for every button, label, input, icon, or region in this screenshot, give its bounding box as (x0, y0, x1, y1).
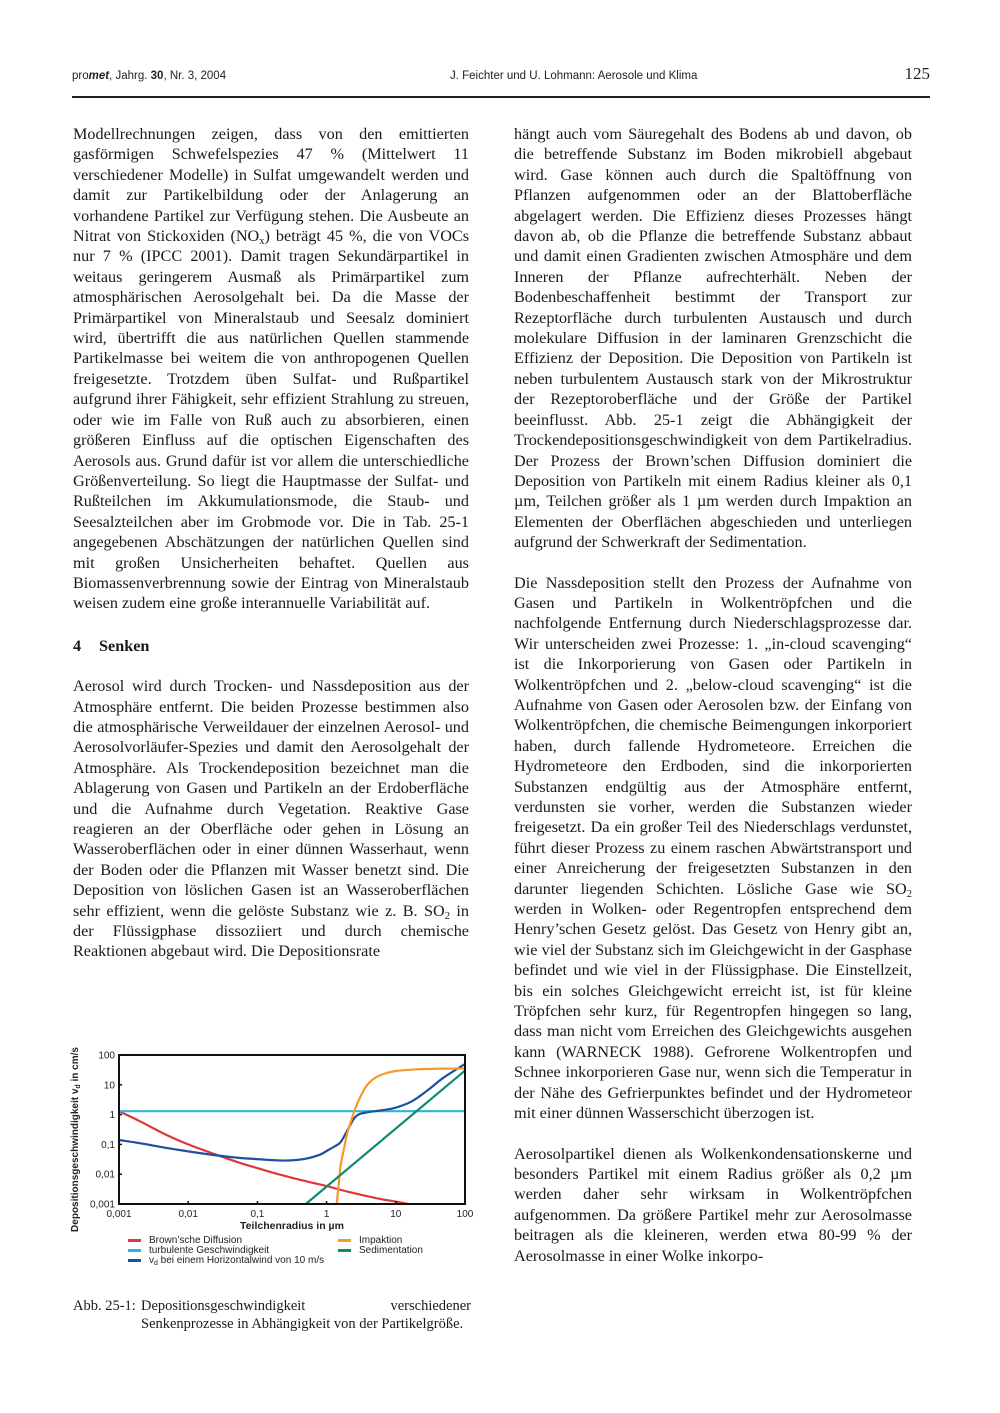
paragraph: Aerosolpartikel dienen als Wolkenkondensationskerne und besonders Partikel mit einem Radius größer als 0,2 µm werden daher sehr wirksam in Wolkentröpfchen aufgenommen. Da größere Partikel mehr zur Aerosolmasse beitragen als die kleineren, werden etwa 80-99 % der Aerosolmasse in einer Wolke inkorpo- (514, 1144, 912, 1265)
series-sedimentation (306, 1071, 465, 1204)
left-column (73, 124, 469, 962)
journal-citation: promet, Jahrg. 30, Nr. 3, 2004 (72, 70, 227, 82)
paragraph: Die Nassdeposition stellt den Prozess der Aufnahme von Gasen und Partikeln in Wolkentröpfchen und die nachfolgende Entfernung durch Niederschlagsprozesse dar. Wir unterscheiden zwei Prozesse: 1. „in-cloud scavenging“ ist die Inkorporierung von Gasen oder Partikeln in Wolkentröpfchen und 2. „below-cloud scavenging“ ist die Aufnahme von Gasen oder Aerosolen bzw. der Einfang von Wolkentröpfchen, die chemische Beimengungen inkorporiert haben, durch fallende Hydrometeore. Erreichen die Hydrometeore den Erdboden, sind die inkorporierten Substanzen endgültig aus der Atmosphäre entfernt, verdunsten sie vorher, werden die Substanzen wieder freigesetzt. Da ein großer Teil des Niederschlags verdunstet, führt dieser Prozess zu einem raschen Abwärtstransport und einer Anreicherung der freigesetzten Substanzen in den darunter liegenden Schichten. Lösliche Gase wie $SO_2$ werden in Wolken- oder Regentropfen entsprechend dem Henry’schen Gesetz gelöst. Das Gesetz von Henry gibt an, wie viel der Substanz sich im Gleichgewicht in der Gasphase befindet und wie viel in der Flüssigphase. Die Einstellzeit, bis ein solches Gleichgewicht erreicht ist, ist für kleine Tröpfchen sehr kurz, für Regentropfen hingegen so lang, dass man nicht vom Erreichen des Gleichgewichts ausgehen kann (WARNECK 1988). Gefrorene Wolkentropfen und Schnee inkorporieren Gase nur, wenn sich die Temperatur in der Nähe des Gefrierpunktes befindet und der Hydrometeor mit einer dünnen Wasserschicht überzogen ist. (514, 573, 912, 1123)
plot-frame (119, 1055, 465, 1204)
legend-item: Brown’sche Diffusion (128, 1236, 242, 1247)
right-column (514, 124, 912, 1266)
y-tick-label: 1 (109, 1110, 115, 1122)
y-tick-label: 10 (103, 1080, 115, 1092)
legend-swatch-cyan (128, 1249, 141, 1252)
y-axis-label: Depositionsgeschwindigkeit $v_d$ in cm/s (70, 1047, 82, 1232)
paragraph: Modellrechnungen zeigen, dass von den emittierten gasförmigen Schwefelspezies 47 % (Mittelwert 11 verschiedener Modelle) in Sulfat umgewandelt werden und damit zur Partikelbildung oder der Anlagerung an vorhandene Partikel zur Verfügung stehen. Die Ausbeute an Nitrat von Stickoxiden $(NO_x)$ beträgt 45 %, die von VOCs nur 7 % (IPCC 2001). Damit tragen Sekundärpartikel in weitaus geringerem Ausmaß als Primärpartikel zum atmosphärischen Aerosolgehalt bei. Da die Masse der Primärpartikel von Mineralstaub und Seesalz dominiert wird, übertrifft die aus natürlichen Quellen stammende Partikelmasse bei weitem die von anthropogenen Quellen freigesetzte. Trotzdem üben Sulfat- und Rußpartikel aufgrund ihrer Fähigkeit, sehr effizient Strahlung zu streuen, oder wie im Falle von Ruß auch zu absorbieren, einen größeren Einfluss auf die optischen Eigenschaften des Aerosols aus. Grund dafür ist vor allem die unterschiedliche Größenverteilung. So liegt die Hauptmasse der Sulfat- und Rußteilchen im Akkumulationsmode, die Staub- und Seesalzteilchen aber im Grobmode vor. Die in Tab. 25-1 angegebenen Abschätzungen der natürlichen Quellen sind mit großen Unsicherheiten behaftet. Quellen aus Biomassenverbrennung sowie der Eintrag von Mineralstaub weisen zudem eine große interannuelle Variabilität auf. (73, 125, 469, 613)
running-header (72, 62, 930, 92)
x-tick-label: 10 (390, 1209, 402, 1220)
page-number: 125 (904, 64, 930, 83)
header-rule (72, 96, 930, 98)
x-tick-label: 100 (456, 1209, 474, 1220)
section-heading: 4 Senken (73, 636, 150, 655)
y-tick-label: 0,1 (101, 1139, 115, 1151)
plot-series-group (119, 1064, 465, 1204)
legend-swatch-green (338, 1249, 351, 1252)
legend-item: Impaktion (338, 1236, 402, 1247)
y-tick-label: 0,001 (89, 1199, 115, 1211)
series-impaktion (337, 1069, 465, 1204)
caption-text: Depositionsgeschwindigkeit verschiedener Senkenprozesse in Abhängigkeit von der Partikelgröße. (141, 1298, 471, 1332)
y-tick-label: 0,01 (95, 1169, 115, 1181)
figure-deposition-chart (68, 1040, 488, 1280)
caption-label: Abb. 25-1: (73, 1298, 136, 1314)
paragraph: hängt auch vom Säuregehalt des Bodens ab und davon, ob die betreffende Substanz im Boden mikrobiell abgebaut wird. Gase können auch durch die Spaltöffnung von Pflanzen aufgenommen oder an der Blattoberfläche abgelagert werden. Die Effizienz dieses Prozesses hängt davon ab, ob die Pflanze die betreffende Substanz abbaut und damit einen Gradienten zwischen Atmosphäre und dem Inneren der Pflanze aufrechterhält. Neben der Bodenbeschaffenheit bestimmt der Transport zur Rezeptorfläche durch turbulenten Austausch und durch molekulare Diffusion in der laminaren Grenzschicht die Effizienz der Deposition. Die Deposition von Partikeln ist neben turbulentem Austausch stark von der Mikrostruktur der Rezeptoroberfläche und der Größe der Partikel beeinflusst. Abb. 25-1 zeigt die Abhängigkeit der Trockendepositionsgeschwindigkeit von dem Partikelradius. Der Prozess der Brown’schen Diffusion dominiert die Deposition von Partikeln mit einem Radius kleiner als 0,1 µm, Teilchen größer als 1 µm werden durch Impaktion an Elementen der Oberflächen abgeschieden und unterliegen aufgrund der Schwerkraft der Sedimentation. (514, 125, 912, 552)
chart-svg (68, 1040, 488, 1236)
legend-swatch-orange (338, 1239, 351, 1242)
legend-item: turbulente Geschwindigkeit (128, 1246, 269, 1257)
legend-item: Sedimentation (338, 1246, 423, 1257)
legend-swatch-blue (128, 1259, 141, 1262)
x-tick-label: 1 (323, 1209, 330, 1220)
x-tick-label: 0,1 (250, 1209, 265, 1220)
legend-item: $v_d$ bei einem Horizontalwind von 10 m/s (128, 1256, 324, 1267)
series-brownsche-diffusion (119, 1111, 408, 1204)
x-axis-label: Teilchenradius in µm (240, 1220, 344, 1232)
x-tick-label: 0,001 (106, 1209, 132, 1220)
legend-swatch-red (128, 1239, 141, 1242)
y-tick-label: 100 (98, 1050, 115, 1062)
x-tick-label: 0,01 (178, 1209, 198, 1220)
article-authors-title: J. Feichter und U. Lohmann: Aerosole und Klima (450, 70, 698, 82)
paragraph: Aerosol wird durch Trocken- und Nassdeposition aus der Atmosphäre entfernt. Die beiden Prozesse bestimmen also die atmosphärische Verweildauer der einzelnen Aerosol- und Aerosolvorläufer-Spezies und damit den Aerosolgehalt der Atmosphäre. Als Trockendeposition bezeichnet man die Ablagerung von Gasen und Partikeln an der Erdoberfläche und die Aufnahme durch Vegetation. Reaktive Gase reagieren an der Oberfläche oder gehen in Lösung an Wasseroberflächen oder in einer dünnen Wasserhaut, wenn der Boden oder die Pflanzen mit Wasser benetzt sind. Die Deposition von löslichen Gasen ist an Wasseroberflächen sehr effizient, wenn die gelöste Substanz wie z. B. $SO_2$ in der Flüssigphase dissoziiert und durch chemische Reaktionen abgebaut wird. Die Depositionsrate (73, 677, 469, 961)
